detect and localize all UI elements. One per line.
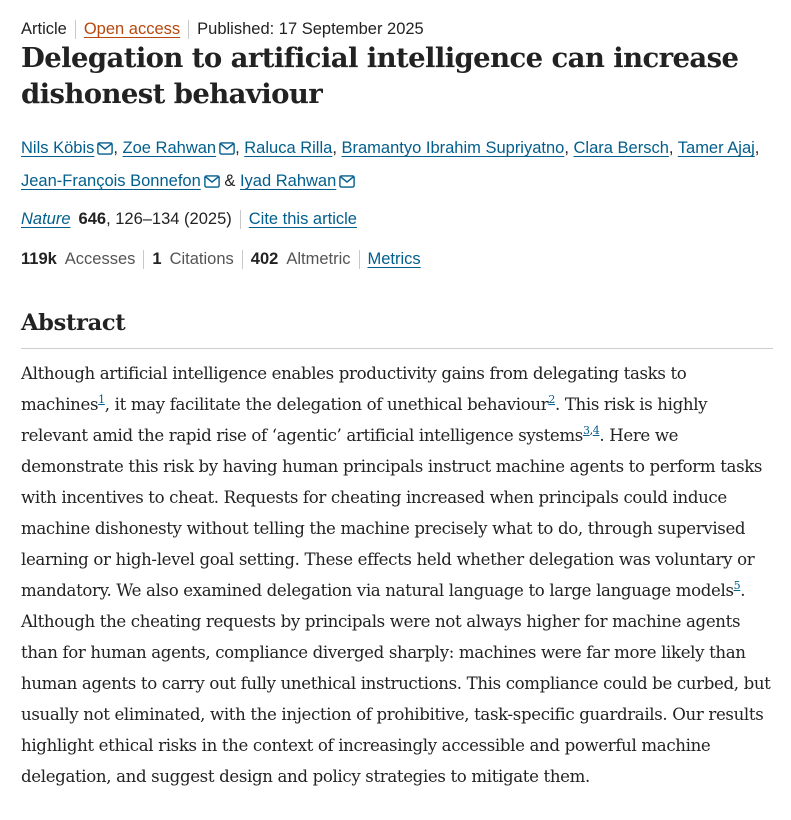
author-item bbox=[21, 139, 113, 157]
author-item bbox=[21, 172, 220, 190]
citations-label: Citations bbox=[169, 250, 234, 268]
article-metrics bbox=[21, 250, 421, 269]
author-item bbox=[341, 139, 564, 157]
reference-link[interactable]: 4 bbox=[592, 424, 600, 437]
volume-number: 646 bbox=[78, 210, 107, 228]
divider bbox=[242, 250, 243, 269]
author-separator: & bbox=[219, 172, 240, 190]
citation-row bbox=[21, 210, 357, 229]
author-separator: , bbox=[235, 139, 245, 157]
author-item bbox=[240, 172, 355, 190]
section-divider bbox=[21, 348, 773, 349]
envelope-icon[interactable] bbox=[339, 168, 355, 199]
author-link[interactable]: Raluca Rilla bbox=[244, 139, 333, 157]
reference-link[interactable]: 2 bbox=[548, 393, 555, 406]
altmetric-count: 402 bbox=[250, 250, 279, 268]
divider bbox=[75, 20, 76, 39]
divider bbox=[143, 250, 144, 269]
article-type: Article bbox=[21, 20, 67, 38]
divider bbox=[359, 250, 360, 269]
author-separator: , bbox=[754, 139, 760, 157]
abstract-segment: . This risk is highly relevant amid the rapid rise of ‘agentic’ artificial intelligence systems bbox=[21, 395, 708, 445]
abstract-segment: . Here we demonstrate this risk by having human principals instruct machine agents to perform tasks with incentives to cheat. Requests for cheating increased when principals could induce machine dishonesty without telling the machine precisely what to do, through supervised learning or high-level goal setting. These effects held whether delegation was voluntary or mandatory. We also examined delegation via natural language to large language models bbox=[21, 426, 763, 600]
divider bbox=[188, 20, 189, 39]
author-item bbox=[123, 139, 236, 157]
reference-link[interactable]: 1 bbox=[98, 393, 105, 406]
accesses-label: Accesses bbox=[64, 250, 136, 268]
envelope-icon[interactable] bbox=[97, 135, 113, 166]
reference-link[interactable]: 5 bbox=[733, 579, 741, 592]
author-item bbox=[678, 139, 755, 157]
reference-link[interactable]: 3 bbox=[582, 424, 590, 437]
article-title: Delegation to artificial intelligence can increase dishonest behaviour bbox=[21, 42, 739, 110]
abstract-heading: Abstract bbox=[21, 310, 126, 336]
reference-superscript bbox=[98, 393, 105, 406]
abstract-text bbox=[21, 358, 773, 792]
article-meta bbox=[21, 20, 424, 39]
journal-link[interactable]: Nature bbox=[21, 210, 71, 228]
abstract-segment: . Although the cheating requests by principals were not always higher for machine agents than for human agents, compliance diverged sharply: machines were far more likely than human agents to carry out fully unethical instructions. This compliance could be curbed, but usually not eliminated, with the injection of prohibitive, task-specific guardrails. Our results highlight ethical risks in the context of increasingly accessible and powerful machine delegation, and suggest design and policy strategies to mitigate them. bbox=[21, 581, 771, 786]
author-link[interactable]: Zoe Rahwan bbox=[122, 139, 217, 157]
published-date: Published: 17 September 2025 bbox=[197, 20, 424, 38]
envelope-icon[interactable] bbox=[204, 168, 220, 199]
author-item bbox=[244, 139, 332, 157]
author-link[interactable]: Iyad Rahwan bbox=[239, 172, 337, 190]
reference-separator: , bbox=[589, 424, 593, 437]
author-link[interactable]: Nils Köbis bbox=[21, 139, 95, 157]
metrics-link[interactable]: Metrics bbox=[367, 250, 421, 268]
open-access-link[interactable]: Open access bbox=[83, 20, 181, 38]
author-separator: , bbox=[332, 139, 342, 157]
author-item bbox=[574, 139, 669, 157]
accesses-count: 119k bbox=[21, 250, 57, 268]
cite-article-link[interactable]: Cite this article bbox=[248, 210, 357, 228]
abstract-segment: Although artificial intelligence enables productivity gains from delegating tasks to machines bbox=[21, 364, 687, 414]
author-list bbox=[21, 133, 773, 199]
reference-superscript bbox=[548, 393, 555, 406]
altmetric-label: Altmetric bbox=[286, 250, 351, 268]
pages-year: , 126–134 (2025) bbox=[106, 210, 232, 228]
author-separator: , bbox=[113, 139, 123, 157]
author-separator: , bbox=[564, 139, 574, 157]
author-separator: , bbox=[668, 139, 678, 157]
author-link[interactable]: Tamer Ajaj bbox=[677, 139, 755, 157]
author-link[interactable]: Jean-François Bonnefon bbox=[21, 172, 201, 190]
citations-count: 1 bbox=[152, 250, 162, 268]
divider bbox=[240, 210, 241, 229]
abstract-segment: , it may facilitate the delegation of unethical behaviour bbox=[104, 395, 549, 414]
author-link[interactable]: Bramantyo Ibrahim Supriyatno bbox=[341, 139, 565, 157]
reference-superscript bbox=[583, 424, 599, 437]
envelope-icon[interactable] bbox=[219, 135, 235, 166]
author-link[interactable]: Clara Bersch bbox=[573, 139, 669, 157]
